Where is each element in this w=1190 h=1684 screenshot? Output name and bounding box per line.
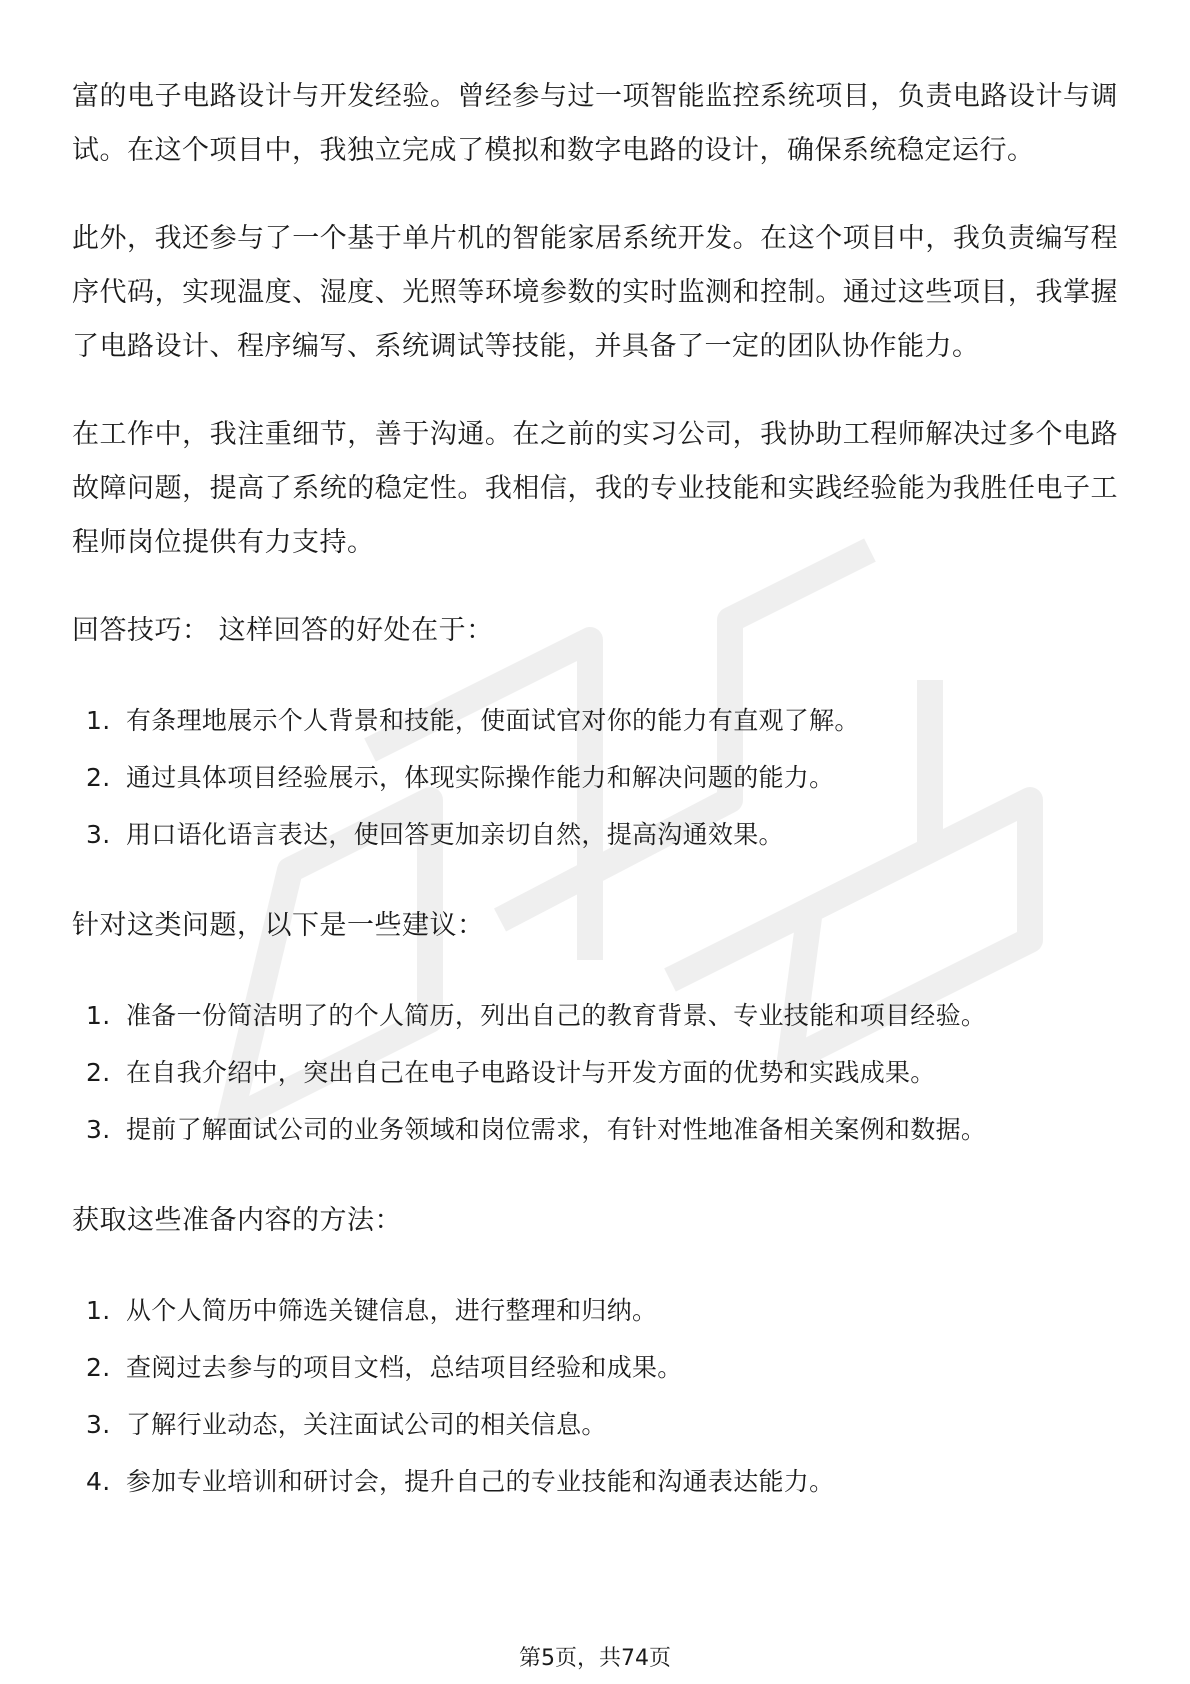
list-item: [72, 1453, 1118, 1510]
list-text: 了解行业动态，关注面试公司的相关信息。: [126, 1410, 607, 1439]
suggestions-list: [72, 987, 1118, 1158]
paragraph-experience: 富的电子电路设计与开发经验。曾经参与过一项智能监控系统项目，负责电路设计与调试。在这个项目中，我独立完成了模拟和数字电路的设计，确保系统稳定运行。: [72, 81, 1118, 166]
list-number: 2.: [86, 1353, 111, 1382]
list-number: 1.: [86, 706, 111, 735]
list-text: 通过具体项目经验展示，体现实际操作能力和解决问题的能力。: [126, 763, 835, 792]
paragraph-work-attitude: 在工作中，我注重细节，善于沟通。在之前的实习公司，我协助工程师解决过多个电路故障问题，提高了系统的稳定性。我相信，我的专业技能和实践经验能为我胜任电子工程师岗位提供有力支持。: [72, 419, 1118, 558]
list-number: 4.: [86, 1467, 111, 1496]
list-item: [72, 692, 1118, 749]
methods-list: [72, 1282, 1118, 1510]
list-number: 3.: [86, 1410, 111, 1439]
list-text: 查阅过去参与的项目文档，总结项目经验和成果。: [126, 1353, 683, 1382]
list-item: [72, 749, 1118, 806]
list-number: 2.: [86, 1058, 111, 1087]
list-item: [72, 1044, 1118, 1101]
list-number: 1.: [86, 1296, 111, 1325]
list-number: 2.: [86, 763, 111, 792]
list-text: 准备一份简洁明了的个人简历，列出自己的教育背景、专业技能和项目经验。: [126, 1001, 987, 1030]
paragraph-smart-home: 此外，我还参与了一个基于单片机的智能家居系统开发。在这个项目中，我负责编写程序代码，实现温度、湿度、光照等环境参数的实时监测和控制。通过这些项目，我掌握了电路设计、程序编写、系统调试等技能，并具备了一定的团队协作能力。: [72, 223, 1118, 362]
list-number: 3.: [86, 1115, 111, 1144]
page-number-footer: 第5页，共74页: [519, 1646, 671, 1671]
list-number: 3.: [86, 820, 111, 849]
tips-list: [72, 692, 1118, 863]
list-text: 提前了解面试公司的业务领域和岗位需求，有针对性地准备相关案例和数据。: [126, 1115, 987, 1144]
list-text: 用口语化语言表达，使回答更加亲切自然，提高沟通效果。: [126, 820, 784, 849]
list-text: 有条理地展示个人背景和技能，使面试官对你的能力有直观了解。: [126, 706, 860, 735]
tips-heading: 回答技巧： 这样回答的好处在于：: [72, 615, 494, 646]
list-item: [72, 987, 1118, 1044]
list-item: [72, 1339, 1118, 1396]
list-text: 在自我介绍中，突出自己在电子电路设计与开发方面的优势和实践成果。: [126, 1058, 936, 1087]
methods-heading: 获取这些准备内容的方法：: [72, 1205, 402, 1236]
list-text: 从个人简历中筛选关键信息，进行整理和归纳。: [126, 1296, 658, 1325]
list-item: [72, 1282, 1118, 1339]
list-item: [72, 1101, 1118, 1158]
page-content: [72, 70, 1118, 1546]
list-number: 1.: [86, 1001, 111, 1030]
list-item: [72, 806, 1118, 863]
list-item: [72, 1396, 1118, 1453]
suggestions-heading: 针对这类问题，以下是一些建议：: [72, 910, 485, 941]
list-text: 参加专业培训和研讨会，提升自己的专业技能和沟通表达能力。: [126, 1467, 835, 1496]
